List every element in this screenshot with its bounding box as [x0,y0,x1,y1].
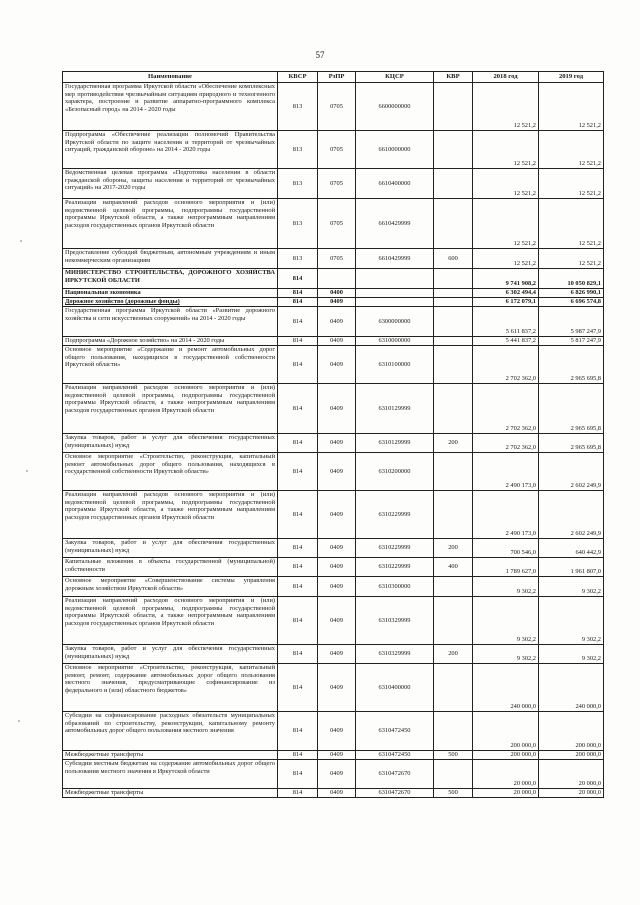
row-2018: 12 521,2 [473,249,539,269]
row-name: Закупка товаров, работ и услуг для обеспечения государственных (муниципальных) нужд [63,539,278,558]
row-2019: 2 965 695,8 [539,346,604,384]
table-body [63,83,604,798]
row-kvr: 500 [434,751,473,760]
row-kvsr: 813 [278,169,318,199]
row-name: Национальная экономика [63,289,278,298]
row-kvsr: 814 [278,434,318,453]
row-kcsr: 6310229999 [356,491,434,539]
row-rzpr: 0705 [318,199,356,249]
row-2018: 2 702 362,0 [473,384,539,434]
row-kcsr: 6610429999 [356,199,434,249]
row-2019: 2 965 695,8 [539,384,604,434]
table-row [63,664,604,712]
row-kcsr: 6610429999 [356,249,434,269]
row-name: Основное мероприятие «Совершенствование системы управления дорожным хозяйством Иркутской области» [63,577,278,597]
row-name: Закупка товаров, работ и услуг для обеспечения государственных (муниципальных) нужд [63,645,278,664]
row-rzpr: 0409 [318,645,356,664]
table-row [63,384,604,434]
row-kvr [434,597,473,645]
row-2018: 9 302,2 [473,577,539,597]
row-kvr [434,491,473,539]
table-row [63,453,604,491]
scan-dot [20,240,22,242]
row-kcsr: 6310472670 [356,789,434,798]
row-2019: 12 521,2 [539,199,604,249]
row-kvr [434,83,473,131]
row-kcsr: 6310329999 [356,597,434,645]
row-rzpr: 0409 [318,751,356,760]
row-name: Межбюджетные трансферты [63,789,278,798]
row-kcsr: 6310329999 [356,645,434,664]
row-2019: 2 602 249,9 [539,491,604,539]
row-2019: 200 000,0 [539,751,604,760]
table-row [63,199,604,249]
header-2019: 2019 год [539,72,604,83]
table-row [63,597,604,645]
row-kcsr: 6610400000 [356,169,434,199]
row-kvr [434,346,473,384]
row-rzpr: 0409 [318,577,356,597]
row-kcsr: 6310129999 [356,384,434,434]
header-kcsr: КЦСР [356,72,434,83]
row-rzpr: 0705 [318,169,356,199]
row-rzpr [318,269,356,289]
row-2018: 20 000,0 [473,760,539,789]
row-2018: 6 302 494,4 [473,289,539,298]
row-kvsr: 813 [278,131,318,169]
row-kvsr: 814 [278,491,318,539]
row-2019: 9 302,2 [539,645,604,664]
row-kcsr: 6300000000 [356,307,434,337]
row-2018: 240 000,0 [473,664,539,712]
scan-dot [18,720,20,722]
row-kvr [434,269,473,289]
row-2018: 9 302,2 [473,597,539,645]
table-row [63,558,604,577]
row-rzpr: 0409 [318,789,356,798]
row-kvsr: 813 [278,249,318,269]
row-rzpr: 0409 [318,664,356,712]
row-2019: 20 000,0 [539,789,604,798]
row-2019: 240 000,0 [539,664,604,712]
row-kcsr: 6310472450 [356,712,434,751]
row-name: Капитальные вложения в объекты государственной (муниципальной) собственности [63,558,278,577]
row-kcsr: 6310100000 [356,346,434,384]
row-kvsr: 814 [278,558,318,577]
row-2018: 20 000,0 [473,789,539,798]
row-2018: 2 490 173,0 [473,491,539,539]
row-kvr [434,384,473,434]
row-rzpr: 0409 [318,298,356,307]
row-kcsr: 6310400000 [356,664,434,712]
row-2019: 1 961 807,0 [539,558,604,577]
table-row [63,307,604,337]
row-kvsr: 814 [278,289,318,298]
row-kvr: 200 [434,645,473,664]
row-name: Государственная программа Иркутской области «Обеспечение комплексных мер противодействия чрезвычайным ситуациям природного и техногенного характера, построение и развитие аппаратно-программного комплекса «Безопасный город» на 2014 - 2020 годы [63,83,278,131]
row-kcsr [356,298,434,307]
row-kvr [434,760,473,789]
row-2018: 700 546,0 [473,539,539,558]
table-row [63,298,604,307]
row-kvr: 200 [434,539,473,558]
row-2018: 9 741 908,2 [473,269,539,289]
row-2019: 6 696 574,8 [539,298,604,307]
row-kcsr: 6600000000 [356,83,434,131]
row-kvr: 200 [434,434,473,453]
row-kvsr: 814 [278,645,318,664]
row-name: Субсидии местным бюджетам на содержание автомобильных дорог общего пользования местного значения в Иркутской области [63,760,278,789]
row-name: Реализация направлений расходов основного мероприятия и (или) ведомственной целевой программы, подпрограммы государственной программы Иркутской области, а также непрограммным направлениям расходов государственных органов Иркутской области [63,199,278,249]
header-kvr: КВР [434,72,473,83]
row-name: Межбюджетные трансферты [63,751,278,760]
table-row [63,131,604,169]
row-name: Подпрограмма «Обеспечение реализации полномочий Правительства Иркутской области по защите населения и территорий от чрезвычайных ситуаций, гражданской обороне» на 2014 - 2020 годы [63,131,278,169]
table-row [63,751,604,760]
row-kcsr: 6310300000 [356,577,434,597]
row-rzpr: 0400 [318,289,356,298]
row-2019: 9 302,2 [539,597,604,645]
table-row [63,789,604,798]
row-name: Реализация направлений расходов основного мероприятия и (или) ведомственной целевой программы, подпрограммы государственной программы Иркутской области, а также непрограммным направлениям расходов государственных органов Иркутской области [63,384,278,434]
row-name: Реализация направлений расходов основного мероприятия и (или) ведомственной целевой программы, подпрограммы государственной программы Иркутской области, а также непрограммным направлениям расходов государственных органов Иркутской области [63,597,278,645]
table-row [63,434,604,453]
row-kvsr: 814 [278,346,318,384]
row-kvsr: 813 [278,83,318,131]
row-kvsr: 814 [278,337,318,346]
row-2019: 2 602 249,9 [539,453,604,491]
row-name: Предоставление субсидий бюджетным, автономным учреждениям и иным некоммерческим организациям [63,249,278,269]
row-rzpr: 0409 [318,760,356,789]
table-header-row [63,72,604,83]
row-rzpr: 0409 [318,539,356,558]
row-2019: 5 817 247,9 [539,337,604,346]
row-kcsr: 6310129999 [356,434,434,453]
header-name: Наименование [63,72,278,83]
row-rzpr: 0409 [318,491,356,539]
row-name: Основное мероприятие «Строительство, реконструкция, капитальный ремонт автомобильных дорог общего пользования, находящихся в государственной собственности Иркутской области» [63,453,278,491]
row-kvr [434,664,473,712]
row-kvsr: 814 [278,712,318,751]
row-kcsr: 6310229999 [356,558,434,577]
row-2018: 200 000,0 [473,751,539,760]
row-kvsr: 813 [278,199,318,249]
row-2018: 2 702 362,0 [473,434,539,453]
table-row [63,491,604,539]
row-2019: 640 442,9 [539,539,604,558]
row-kvsr: 814 [278,597,318,645]
table-row [63,289,604,298]
row-kvsr: 814 [278,751,318,760]
table-row [63,539,604,558]
row-kvr [434,337,473,346]
row-kcsr [356,289,434,298]
row-rzpr: 0705 [318,83,356,131]
row-2019: 12 521,2 [539,249,604,269]
row-kvsr: 814 [278,384,318,434]
row-2019: 2 965 695,8 [539,434,604,453]
table-row [63,712,604,751]
table-row [63,760,604,789]
row-kvsr: 814 [278,298,318,307]
table-row [63,249,604,269]
row-name: Закупка товаров, работ и услуг для обеспечения государственных (муниципальных) нужд [63,434,278,453]
row-kcsr: 6310472450 [356,751,434,760]
row-2018: 12 521,2 [473,83,539,131]
row-2019: 6 826 990,1 [539,289,604,298]
row-name: Реализация направлений расходов основного мероприятия и (или) ведомственной целевой программы, подпрограммы государственной программы Иркутской области, а также непрограммным направлениям расходов государственных органов Иркутской области [63,491,278,539]
header-kvsr: КВСР [278,72,318,83]
row-name: МИНИСТЕРСТВО СТРОИТЕЛЬСТВА, ДОРОЖНОГО ХОЗЯЙСТВА ИРКУТСКОЙ ОБЛАСТИ [63,269,278,289]
row-kvr [434,298,473,307]
table-row [63,577,604,597]
row-kvr: 400 [434,558,473,577]
row-rzpr: 0409 [318,434,356,453]
row-2018: 5 441 837,2 [473,337,539,346]
row-rzpr: 0409 [318,337,356,346]
page-number: 57 [315,50,325,60]
row-kvsr: 814 [278,577,318,597]
row-rzpr: 0409 [318,346,356,384]
row-rzpr: 0705 [318,131,356,169]
row-kvr: 600 [434,249,473,269]
row-rzpr: 0409 [318,307,356,337]
row-2019: 12 521,2 [539,83,604,131]
row-name: Подпрограмма «Дорожное хозяйство» на 2014 - 2020 годы [63,337,278,346]
table-row [63,269,604,289]
row-kvsr: 814 [278,760,318,789]
table-row [63,337,604,346]
row-2019: 10 050 829,1 [539,269,604,289]
row-2019: 12 521,2 [539,169,604,199]
row-kvr [434,199,473,249]
row-rzpr: 0409 [318,453,356,491]
row-name: Дорожное хозяйство (дорожные фонды) [63,298,278,307]
row-rzpr: 0409 [318,384,356,434]
scan-dot [26,470,28,472]
row-name: Основное мероприятие «Содержание и ремонт автомобильных дорог общего пользования, находящихся в государственной собственности Иркутской области» [63,346,278,384]
table-row [63,645,604,664]
table-row [63,169,604,199]
row-2018: 2 702 362,0 [473,346,539,384]
row-2018: 5 611 837,2 [473,307,539,337]
row-kvsr: 814 [278,269,318,289]
row-2018: 12 521,2 [473,199,539,249]
header-rzpr: РзПР [318,72,356,83]
row-kvsr: 814 [278,664,318,712]
row-name: Основное мероприятие «Строительство, реконструкция, капитальный ремонт, ремонт, содержание автомобильных дорог общего пользования местного значения, предусматривающие софинансирование из федерального и (или) областного бюджетов» [63,664,278,712]
row-kcsr [356,269,434,289]
row-kcsr: 6310200000 [356,453,434,491]
budget-table [62,71,604,798]
row-kvsr: 814 [278,539,318,558]
row-kvr [434,169,473,199]
row-rzpr: 0409 [318,597,356,645]
row-2018: 12 521,2 [473,169,539,199]
row-2018: 6 172 079,1 [473,298,539,307]
row-kvr: 500 [434,789,473,798]
row-name: Субсидии на софинансирование расходных обязательств муниципальных образований по строительству, реконструкции, капитальному ремонту автомобильных дорог общего пользования местного значения [63,712,278,751]
row-kcsr: 6310472670 [356,760,434,789]
row-2019: 12 521,2 [539,131,604,169]
row-2019: 5 987 247,9 [539,307,604,337]
row-2018: 12 521,2 [473,131,539,169]
row-kcsr: 6310229999 [356,539,434,558]
header-2018: 2018 год [473,72,539,83]
row-kvr [434,577,473,597]
row-rzpr: 0409 [318,558,356,577]
row-kvsr: 814 [278,789,318,798]
row-rzpr: 0705 [318,249,356,269]
row-2018: 9 302,2 [473,645,539,664]
table-row [63,346,604,384]
row-kcsr: 6310000000 [356,337,434,346]
row-kvr [434,453,473,491]
row-kvsr: 814 [278,453,318,491]
row-2018: 200 000,0 [473,712,539,751]
row-2019: 9 302,2 [539,577,604,597]
row-kvr [434,307,473,337]
row-2019: 20 000,0 [539,760,604,789]
row-kvr [434,712,473,751]
row-2019: 200 000,0 [539,712,604,751]
row-rzpr: 0409 [318,712,356,751]
row-kvr [434,289,473,298]
row-2018: 1 789 627,0 [473,558,539,577]
row-kvsr: 814 [278,307,318,337]
row-name: Государственная программа Иркутской области «Развитие дорожного хозяйства и сети искусственных сооружений» на 2014 - 2020 годы [63,307,278,337]
row-name: Ведомственная целевая программа «Подготовка населения в области гражданской обороны, защиты населения и территорий от чрезвычайных ситуаций» на 2017-2020 годы [63,169,278,199]
table-row [63,83,604,131]
row-2018: 2 490 173,0 [473,453,539,491]
row-kvr [434,131,473,169]
row-kcsr: 6610000000 [356,131,434,169]
